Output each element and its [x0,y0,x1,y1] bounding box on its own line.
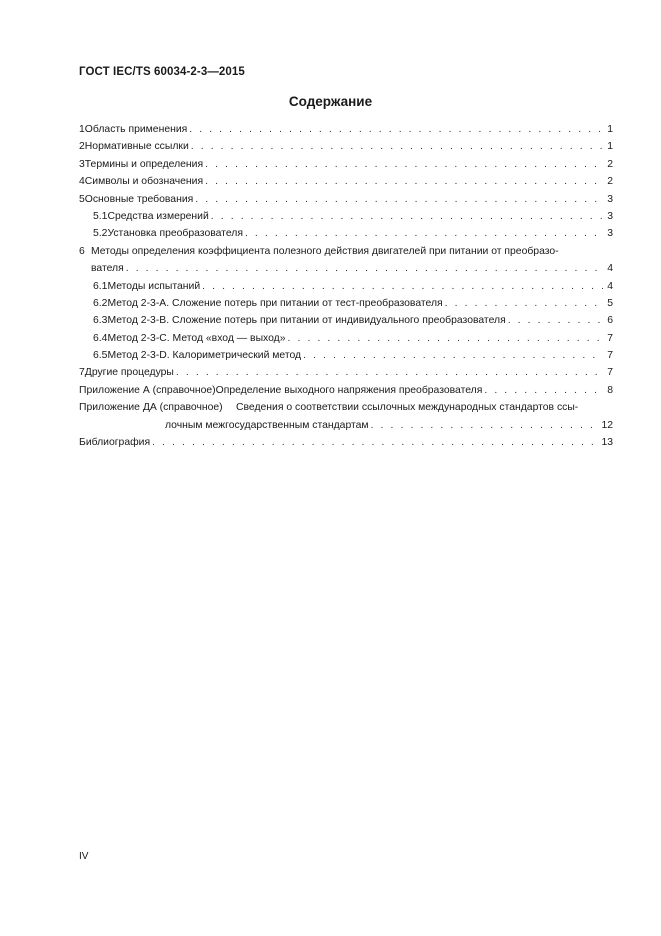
toc-entry-6-continuation[interactable] [79,260,613,277]
page-number-footer: IV [79,851,89,862]
toc-leader-dots [126,260,603,277]
toc-leader-dots [191,138,603,155]
toc-appendix-prefix: Приложение ДА (справочное) [79,402,223,414]
document-code-header: ГОСТ IEC/TS 60034-2-3—2015 [79,66,245,78]
toc-entry-number: 6.4 [93,332,108,344]
toc-entry-page: 4 [607,280,613,292]
toc-entry-6[interactable] [79,243,613,260]
toc-entry-3[interactable] [79,156,613,173]
toc-leader-dots [303,347,603,364]
toc-entry-number: 2 [79,141,85,153]
toc-leader-dots [202,278,603,295]
toc-entry-label: Метод 2-3-А. Сложение потерь при питании от тест-преобразователя [107,297,443,309]
toc-leader-dots [211,208,603,225]
page-title: Содержание [288,94,373,109]
toc-entry-label: Нормативные ссылки [84,141,189,153]
toc-entry-label: Метод 2-3-В. Сложение потерь при питании от индивидуального преобразователя [107,315,506,327]
toc-entry-number: 6.1 [93,280,108,292]
toc-leader-dots [245,225,603,242]
toc-entry-number: 7 [79,367,85,379]
toc-entry-page: 3 [607,210,613,222]
toc-entry-label: Область применения [84,124,188,135]
toc-entry-number: 6 [79,245,85,257]
toc-entry-6-1[interactable] [79,278,613,295]
toc-entry-page: 2 [607,176,613,188]
toc-leader-dots [176,364,603,381]
toc-entry-number: 6.5 [93,350,108,362]
toc-entry-label: Термины и определения [84,158,204,170]
toc-leader-dots [288,330,603,347]
toc-entry-6-4[interactable] [79,330,613,347]
toc-entry-label: Символы и обозначения [84,176,204,188]
toc-entry-page: 7 [607,367,613,379]
toc-leader-dots [152,434,599,451]
toc-entry-label: Средства измерений [107,210,209,222]
toc-entry-label-continuation: лочным межгосударственным стандартам [165,419,369,431]
toc-entry-2[interactable] [79,138,613,155]
toc-entry-1[interactable] [79,121,613,138]
toc-leader-dots [445,295,603,312]
toc-entry-page: 1 [607,141,613,153]
toc-entry-label: Установка преобразователя [107,228,243,240]
toc-entry-5-2[interactable] [79,225,613,242]
toc-entry-page: 1 [607,124,613,135]
toc-entry-page: 13 [601,437,613,449]
toc-entry-page: 8 [607,384,613,396]
toc-leader-dots [189,121,603,138]
toc-appendix-prefix: Приложение А (справочное) [79,384,216,396]
toc-leader-dots [205,156,603,173]
toc-entry-label: Другие процедуры [84,367,174,379]
toc-entry-page: 3 [607,193,613,205]
toc-entry-label: Библиография [79,437,151,449]
toc-entry-page: 2 [607,158,613,170]
toc-leader-dots [205,173,603,190]
toc-entry-7[interactable] [79,364,613,381]
toc-entry-page: 6 [607,315,613,327]
toc-entry-bibliography[interactable] [79,434,613,451]
toc-entry-page: 7 [607,350,613,362]
toc-entry-appendix-da[interactable] [79,399,613,416]
toc-entry-appendix-a[interactable] [79,382,613,399]
toc-entry-label-continuation: вателя [91,263,124,275]
toc-entry-number: 3 [79,158,85,170]
toc-entry-number: 6.3 [93,315,108,327]
toc-entry-number: 6.2 [93,297,108,309]
toc-entry-page: 12 [601,419,613,431]
toc-leader-dots [508,312,603,329]
toc-entry-5-1[interactable] [79,208,613,225]
toc-entry-label: Методы определения коэффициента полезного действия двигателей при питании от преобразо- [91,245,559,257]
toc-entry-label: Сведения о соответствии ссылочных международных стандартов ссы- [236,402,579,414]
toc-entry-6-3[interactable] [79,312,613,329]
toc-entry-label: Метод 2-3-D. Калориметрический метод [107,350,302,362]
toc-leader-dots [371,417,600,434]
toc-entry-number: 1 [79,124,85,135]
toc-entry-number: 5 [79,193,85,205]
toc-entry-label: Методы испытаний [107,280,201,292]
toc-entry-6-2[interactable] [79,295,613,312]
toc-entry-appendix-da-continuation[interactable] [79,417,613,434]
toc-entry-label: Определение выходного напряжения преобразователя [215,384,483,396]
toc-entry-5[interactable] [79,191,613,208]
toc-entry-number: 4 [79,176,85,188]
toc-entry-label: Основные требования [84,193,194,205]
toc-entry-4[interactable] [79,173,613,190]
toc-entry-page: 3 [607,228,613,240]
table-of-contents [79,121,613,451]
toc-entry-page: 4 [607,263,613,275]
toc-leader-dots [484,382,603,399]
toc-entry-number: 5.1 [93,210,108,222]
toc-entry-number: 5.2 [93,228,108,240]
toc-entry-6-5[interactable] [79,347,613,364]
toc-leader-dots [195,191,603,208]
toc-entry-label: Метод 2-3-С. Метод «вход — выход» [107,332,286,344]
toc-entry-page: 7 [607,332,613,344]
toc-entry-page: 5 [607,297,613,309]
